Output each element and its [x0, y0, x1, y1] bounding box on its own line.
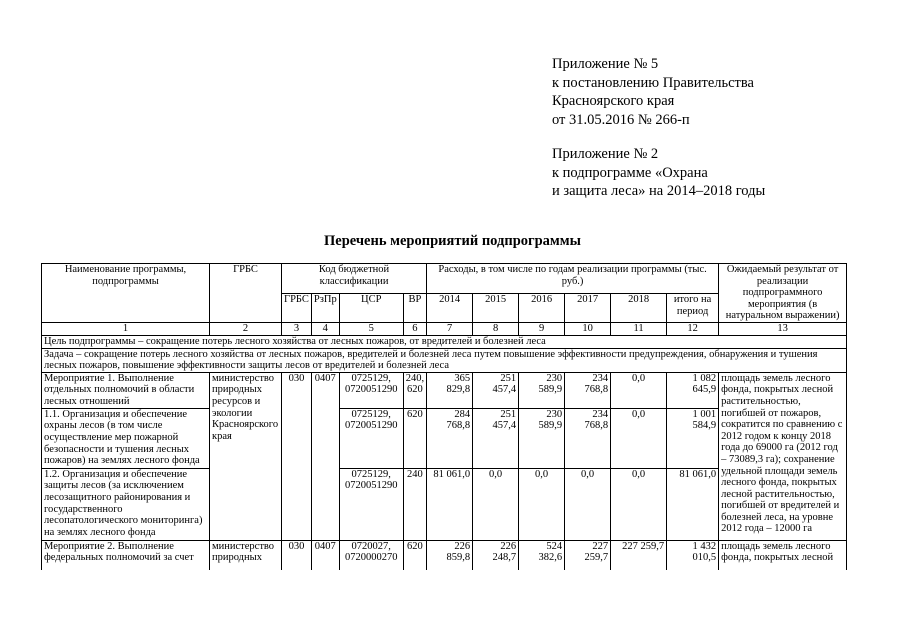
row-total: 1 432 010,5: [667, 540, 719, 570]
header-name: Наименование программы, подпрограммы: [42, 264, 210, 323]
row-2014: 284 768,8: [427, 408, 473, 468]
header-grbs: ГРБС: [210, 264, 282, 323]
row-rzpr: 0407: [311, 540, 339, 570]
col-number: 3: [282, 322, 312, 335]
row-2016: 0,0: [519, 468, 565, 540]
row-2014: 226 859,8: [427, 540, 473, 570]
row-vr: 240: [403, 468, 426, 540]
col-number: 2: [210, 322, 282, 335]
row-grbs-org: министерство природных ресурсов и экологии Красноярского края: [210, 372, 282, 540]
header-result: Ожидаемый результат от реализации подпрограммного мероприятия (в натуральном выражении): [719, 264, 847, 323]
row-2014: 365 829,8: [427, 372, 473, 408]
row-name: Мероприятие 2. Выполнение федеральных полномочий за счет: [42, 540, 210, 570]
row-csr: 0720027, 0720000270: [339, 540, 403, 570]
row-name: Мероприятие 1. Выполнение отдельных полномочий в области лесных отношений: [42, 372, 210, 408]
subheader-csr: ЦСР: [339, 294, 403, 323]
row-2017: 234 768,8: [565, 372, 611, 408]
row-2017: 227 259,7: [565, 540, 611, 570]
subheader-rzpr: РзПр: [311, 294, 339, 323]
row-total: 1 082 645,9: [667, 372, 719, 408]
row-2018: 0,0: [611, 468, 667, 540]
row-vr: 620: [403, 540, 426, 570]
row-name: 1.1. Организация и обеспечение охраны лесов (в том числе осуществление мер пожарной безопасности и тушения лесных пожаров) на землях лесного фонда: [42, 408, 210, 468]
subheader-2014: 2014: [427, 294, 473, 323]
row-grbs: 030: [282, 540, 312, 570]
header-code: Код бюджетной классификации: [282, 264, 427, 294]
page-title: Перечень мероприятий подпрограммы: [324, 233, 581, 249]
measures-table: [41, 263, 847, 570]
row-2018: 227 259,7: [611, 540, 667, 570]
document-header: [552, 55, 765, 217]
subprogram-appendix-block: [552, 145, 765, 201]
goal-row: [42, 335, 847, 348]
row-vr: 620: [403, 408, 426, 468]
col-number: 1: [42, 322, 210, 335]
appendix-line: к постановлению Правительства: [552, 74, 754, 91]
col-number: 8: [473, 322, 519, 335]
row-2016: 524 382,6: [519, 540, 565, 570]
row-result: площадь земель лесного фонда, покрытых лесной: [719, 540, 847, 570]
col-number: 12: [667, 322, 719, 335]
header-row: [42, 264, 847, 294]
row-2015: 226 248,7: [473, 540, 519, 570]
col-number: 10: [565, 322, 611, 335]
subheader-total: итого на период: [667, 294, 719, 323]
appendix-line: Красноярского края: [552, 93, 675, 109]
row-csr: 0725129, 0720051290: [339, 408, 403, 468]
header-expenses: Расходы, в том числе по годам реализации программы (тыс. руб.): [427, 264, 719, 294]
table-row: [42, 540, 847, 570]
col-number: 13: [719, 322, 847, 335]
task-text: Задача – сокращение потерь лесного хозяйства от лесных пожаров, вредителей и болезней леса путем повышение эффективности предупреждения, обнаружения и тушения лесных пожаров, повышение эффективности защиты лесов от вредителей и болезней леса: [42, 348, 847, 372]
column-number-row: [42, 322, 847, 335]
subprogram-line: Приложение № 2: [552, 146, 659, 162]
col-number: 9: [519, 322, 565, 335]
row-total: 1 001 584,9: [667, 408, 719, 468]
row-2015: 251 457,4: [473, 372, 519, 408]
appendix-block: [552, 55, 765, 129]
subprogram-line: к подпрограмме «Охрана: [552, 164, 708, 181]
row-2014: 81 061,0: [427, 468, 473, 540]
row-total: 81 061,0: [667, 468, 719, 540]
row-2018: 0,0: [611, 408, 667, 468]
subheader-2015: 2015: [473, 294, 519, 323]
col-number: 4: [311, 322, 339, 335]
col-number: 5: [339, 322, 403, 335]
col-number: 6: [403, 322, 426, 335]
row-result: площадь земель лесного фонда, покрытых лесной растительностью, погибшей от пожаров, сократится по сравнению с 2012 годом к концу 2018 года до 69000 га (2012 год – 73089,3 га); сохранение удельной площади земель лесного фонда, покрытых лесной растительностью, погибшей от вредителей и болезней леса, на уровне 2012 года – 12000 га: [719, 372, 847, 540]
row-2017: 0,0: [565, 468, 611, 540]
row-2016: 230 589,9: [519, 408, 565, 468]
row-2015: 251 457,4: [473, 408, 519, 468]
row-grbs-org: министерство природных: [210, 540, 282, 570]
row-name: 1.2. Организация и обеспечение защиты лесов (за исключением лесозащитного районирования и государственного лесопатологического мониторинга) на землях лесного фонда: [42, 468, 210, 540]
col-number: 11: [611, 322, 667, 335]
subheader-2016: 2016: [519, 294, 565, 323]
task-row: [42, 348, 847, 372]
row-2018: 0,0: [611, 372, 667, 408]
subheader-2017: 2017: [565, 294, 611, 323]
col-number: 7: [427, 322, 473, 335]
table-row: [42, 372, 847, 408]
row-2017: 234 768,8: [565, 408, 611, 468]
subheader-2018: 2018: [611, 294, 667, 323]
row-2015: 0,0: [473, 468, 519, 540]
row-rzpr: 0407: [311, 372, 339, 540]
row-csr: 0725129, 0720051290: [339, 372, 403, 408]
appendix-line: Приложение № 5: [552, 56, 659, 72]
subheader-grbs: ГРБС: [282, 294, 312, 323]
row-grbs: 030: [282, 372, 312, 540]
subheader-vr: ВР: [403, 294, 426, 323]
row-2016: 230 589,9: [519, 372, 565, 408]
appendix-line: от 31.05.2016 № 266-п: [552, 111, 690, 128]
row-vr: 240, 620: [403, 372, 426, 408]
goal-text: Цель подпрограммы – сокращение потерь лесного хозяйства от лесных пожаров, от вредителей и болезней леса: [42, 335, 847, 348]
row-csr: 0725129, 0720051290: [339, 468, 403, 540]
subprogram-line: и защита леса» на 2014–2018 годы: [552, 183, 766, 199]
